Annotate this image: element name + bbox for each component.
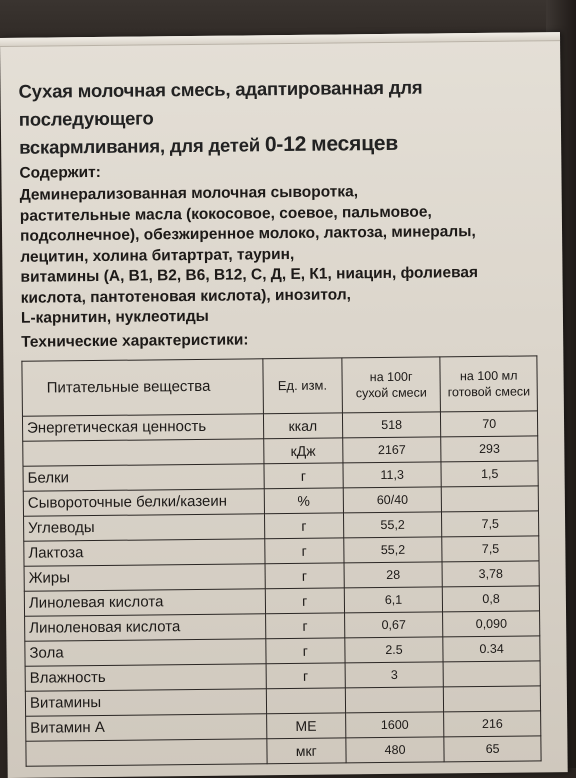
nutrient-name: Линолевая кислота (24, 588, 265, 616)
package-panel (0, 32, 568, 778)
label-content (18, 72, 555, 766)
value-per-100ml: 0.34 (443, 635, 540, 661)
unit-cell: г (266, 637, 345, 663)
unit-cell: г (264, 462, 343, 488)
nutrition-table (21, 355, 541, 766)
value-per-100ml: 0,090 (443, 610, 540, 636)
value-per-100g: 11,3 (343, 461, 442, 487)
ingredients-list (20, 180, 551, 329)
age-unit: месяцев (310, 131, 399, 156)
title-line-2-prefix: вскармливания, для детей (19, 134, 261, 158)
value-per-100g: 55,2 (343, 511, 442, 537)
value-per-100g: 6,1 (344, 586, 443, 612)
title-line-2 (19, 128, 549, 162)
nutrient-name: Влажность (25, 663, 266, 691)
value-per-100g (345, 686, 444, 712)
table-row (26, 735, 541, 765)
value-per-100g: 518 (342, 411, 441, 437)
unit-cell: г (265, 587, 344, 613)
header-per-100g-line2: сухой смеси (355, 385, 427, 400)
value-per-100g: 0,67 (344, 611, 443, 637)
value-per-100g: 2.5 (345, 636, 444, 662)
value-per-100ml: 293 (441, 435, 538, 461)
ingredients-line: подсолнечное), обезжиренное молоко, лактоза, минералы, (19, 223, 476, 245)
header-unit: Ед. изм. (263, 357, 343, 413)
value-per-100ml: 70 (441, 410, 538, 436)
unit-cell: кДж (263, 437, 342, 463)
value-per-100g: 55,2 (344, 536, 443, 562)
value-per-100ml: 0,8 (443, 585, 540, 611)
header-per-100ml (440, 355, 537, 411)
title-line-1: Сухая молочная смесь, адаптированная для последующего (18, 76, 423, 130)
value-per-100g: 28 (344, 561, 443, 587)
nutrient-name: Жиры (24, 563, 265, 591)
unit-cell: г (266, 662, 345, 688)
value-per-100g: 60/40 (343, 486, 442, 512)
value-per-100ml: 216 (444, 710, 541, 736)
value-per-100ml: 65 (444, 735, 541, 761)
value-per-100g: 480 (346, 736, 445, 762)
unit-cell: МЕ (266, 712, 345, 738)
ingredients-line: кислота, пантотеновая кислота), инозитол, (20, 285, 352, 307)
table-body (22, 410, 541, 765)
nutrient-name: Энергетическая ценность (22, 413, 263, 441)
contains-label: Содержит: (19, 163, 101, 182)
unit-cell: мкг (267, 737, 346, 763)
product-title (18, 72, 549, 162)
nutrient-name: Витамин А (26, 713, 267, 741)
unit-cell: г (264, 512, 343, 538)
unit-cell: г (265, 612, 344, 638)
header-per-100ml-line1: на 100 мл (459, 368, 518, 383)
unit-cell (266, 687, 345, 713)
nutrient-name: Зола (25, 638, 266, 666)
value-per-100ml: 3,78 (442, 560, 539, 586)
value-per-100ml (442, 485, 539, 511)
nutrient-name (26, 738, 267, 766)
ingredients-line: растительные масла (кокосовое, соевое, пальмовое, (19, 202, 432, 225)
value-per-100g: 1600 (345, 711, 444, 737)
unit-cell: ккал (263, 412, 342, 438)
tech-label: Технические характеристики: (21, 330, 249, 351)
ingredients-line: Деминерализованная молочная сыворотка, (19, 183, 359, 204)
value-per-100ml: 1,5 (441, 460, 538, 486)
value-per-100g: 2167 (342, 436, 441, 462)
header-per-100ml-line2: готовой смеси (447, 383, 531, 399)
nutrient-name: Сывороточные белки/казеин (23, 488, 264, 516)
value-per-100g: 3 (345, 661, 444, 687)
value-per-100ml (443, 660, 540, 686)
table-header-row (22, 355, 538, 415)
nutrient-name (23, 438, 264, 466)
nutrient-name: Витамины (25, 688, 266, 716)
unit-cell: г (265, 537, 344, 563)
value-per-100ml: 7,5 (442, 535, 539, 561)
nutrient-name: Белки (23, 463, 264, 491)
nutrient-name: Линоленовая кислота (25, 613, 266, 641)
unit-cell: г (265, 562, 344, 588)
unit-cell: % (264, 487, 343, 513)
value-per-100ml: 7,5 (442, 510, 539, 536)
ingredients-line: L-карнитин, нуклеотиды (20, 307, 209, 327)
value-per-100ml (444, 685, 541, 711)
ingredients-line: лецитин, холина битартрат, таурин, (20, 245, 295, 266)
age-range: 0-12 (264, 132, 307, 157)
ingredients-line: витамины (А, В1, В2, В6, В12, С, Д, Е, К1, ниацин, фолиевая (20, 264, 479, 286)
header-nutrient: Питательные вещества (22, 358, 263, 416)
header-per-100g (342, 356, 441, 412)
nutrient-name: Лактоза (24, 538, 265, 566)
nutrient-name: Углеводы (24, 513, 265, 541)
header-per-100g-line1: на 100г (369, 369, 413, 384)
